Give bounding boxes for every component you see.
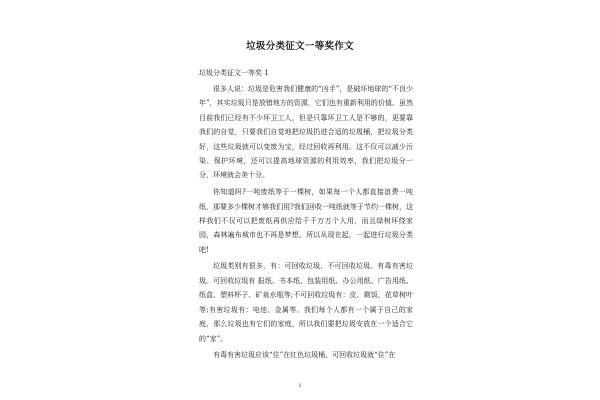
paragraph: 你知道吗?一吨废纸等于一棵树，如果每一个人都直接浪费一吨纸，那要多少棵树才够我们用?我们回收一吨纸就等于节约一棵树，这样我们不仅可以把废纸再供应给千千万万个人用，而且绿树环绕家园，森林遍布城市也不再是梦想。所以从现在起，一起进行垃圾分类吧!	[199, 188, 413, 254]
paragraph: 很多人说：垃圾是危害我们健康的“凶手”，是破坏地球的“不良少年”，其实垃圾只是放错地方的资源，它们也有重新利用的价值。虽然目前我们已经有不少环卫工人，但是只靠环卫工人是不够的，更要靠我们的自觉，只要我们自觉地把垃圾扔进合适的垃圾桶，把垃圾分类好，这些垃圾就可以变废为宝，经过回收再利用。这不仅可以减少污染、保护环境，还可以提高地球资源的利用效率，我们把垃圾分一分，环境就会美十分。	[199, 85, 413, 180]
document-subheading: 垃圾分类征文一等奖 1	[199, 69, 269, 77]
document-title: 垃圾分类征文一等奖作文	[246, 41, 354, 52]
page-number: 1	[298, 383, 302, 389]
paragraph: 垃圾类别有很多，有：可回收垃圾、不可回收垃圾、有毒有害垃圾。可回收垃圾有 报纸、书本纸、包装用纸、办公用纸、广告用纸、纸盒、塑料杯子、矿泉水瓶等;不可回收垃圾有：皮、剩饭、花草树叶等;有害垃圾有：电池、金属等。我们每个人都有一个属于自己的家庭，那么垃圾也有它们的家庭，所以我们要把垃圾安放在一个适合它的“家”。	[199, 262, 413, 343]
document-body	[199, 82, 413, 363]
paragraph: 有毒有害垃圾应该“住”在红色垃圾桶，可回收垃圾就“住”在	[213, 351, 396, 360]
